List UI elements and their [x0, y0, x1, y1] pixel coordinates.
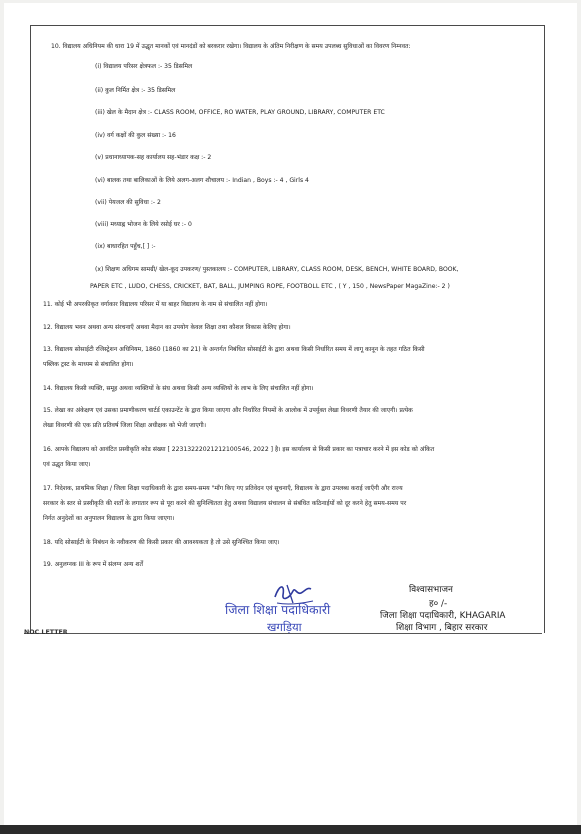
item-10-sub-6: (vi) बालक तथा बालिकाओं के लिये अलग-अलग शौचालय :- Indian , Boys :- 4 , Girls 4 — [95, 177, 309, 184]
item-15-cont: लेखा विवरणी की एक प्रति प्रतिवर्ष जिला शिक्षा अधीक्षक को भेजी जाएगी। — [43, 422, 207, 429]
item-10-sub-2: (ii) कुल निर्मित क्षेत्र :- 35 डिसमिल — [95, 87, 176, 94]
footer-rule — [24, 633, 542, 634]
item-10-sub-1: (i) विद्यालय परिसर क्षेत्रफल :- 35 डिसमिल — [95, 63, 193, 70]
item-16-cont: एवं उद्धृत किया जाए। — [43, 461, 91, 468]
item-10-sub-8: (viii) मध्याह्न भोजन के लिये रसोई घर :- 0 — [95, 221, 192, 228]
item-14: 14. विद्यालय किसी व्यक्ति, समूह अथवा व्यक्तियों के संघ अथवा किसी अन्य व्यक्तियों के लाभ के लिए संचालित नहीं होगा। — [43, 385, 314, 392]
item-16: 16. आपके विद्यालय को आवंटित प्रस्वीकृति कोड संख्या [ 22313222021212100546, 2022 ] है। इस कार्यालय से किसी प्रकार का पत्राचार करने में इस कोड को अंकित — [43, 446, 435, 453]
signoff-line-3: जिला शिक्षा पदाधिकारी, KHAGARIA — [380, 611, 506, 621]
item-10-sub-5: (v) प्रधानाध्यापक-सह कार्यालय सह-भंडार कक्ष :- 2 — [95, 154, 212, 161]
item-12: 12. विद्यालय भवन अथवा अन्य संरचनाएँ अथवा मैदान का उपयोग केवल शिक्षा तथा कौशल विकास केलिए होगा। — [43, 324, 291, 331]
item-13: 13. विद्यालय सोसाईटी रजिस्ट्रेशन अधिनियम, 1860 (1860 का 21) के अन्तर्गत निबंधित सोसाईटी के द्वारा अथवा किसी निर्धारित समय में लागू कानून के तहत गठित किसी — [43, 346, 425, 353]
document-page — [4, 3, 577, 825]
item-11: 11. कोई भी अपरकीकृत वर्गाकार विद्यालय परिसर में या बाहर विद्यालय के नाम से संचालित नहीं होगा। — [43, 301, 268, 308]
signoff-line-2: ह० /- — [429, 599, 448, 609]
item-10-sub-10-cont: PAPER ETC , LUDO, CHESS, CRICKET, BAT, BALL, JUMPING ROPE, FOOTBOLL ETC , ( Y , 150 , NewsPaper MagaZine:- 2 ) — [90, 283, 450, 290]
item-17-cont-1: सरकार के स्तर से प्रस्वीकृति की शर्तों के लगातार रूप से पूरा करने की सुनिश्चितता हेतु अथवा विद्यालय संचालन से संबंधित कठिनाईयों को दूर करने हेतु समय-समय पर — [43, 500, 407, 507]
item-10-sub-9: (ix) बाधारहित पहुँच,[ ] :- — [95, 243, 156, 250]
stamp-line-2: खगड़िया — [267, 620, 302, 634]
item-17-cont-2: निर्गत अनुदेशों का अनुपालन विद्यालय के द्वारा किया जाएगा। — [43, 515, 175, 522]
item-10-sub-4: (iv) वर्ग कक्षों की कुल संख्या :- 16 — [95, 132, 176, 139]
item-18: 18. यदि सोसाईटी के निबंधन के नवीकरण की किसी प्रकार की आवश्यकता है तो उसे सुनिश्चित किया जाए। — [43, 539, 280, 546]
stamp-line-1: जिला शिक्षा पदाधिकारी — [225, 602, 331, 617]
bottom-edge — [0, 825, 581, 834]
item-10-sub-10: (x) शिक्षण अधिगम सामग्री/ खेल-कूद उपकरण/ पुस्तकालय :- COMPUTER, LIBRARY, CLASS ROOM, DESK, BENCH, WHITE BOARD, BOOK, — [95, 266, 459, 273]
noc-letter-label: NOC LETTER — [24, 629, 68, 636]
item-10-sub-7: (vii) पेयजल की सुविधा :- 2 — [95, 199, 161, 206]
item-17: 17. निदेशक, प्राथमिक शिक्षा / जिला शिक्षा पदाधिकारी के द्वारा समय-समय "माँग किए गए प्रतिवेदन एवं सूचनाएँ, विद्यालय के द्वारा उपलब्ध कराई जाएँगी और राज्य — [43, 485, 403, 492]
item-13-cont: पब्लिक ट्रस्ट के माध्यम से संचालित होगा। — [43, 361, 134, 368]
signoff-line-4: शिक्षा विभाग , बिहार सरकार — [396, 623, 488, 633]
item-10-sub-3: (iii) खेल के मैदान क्षेत्र :- CLASS ROOM, OFFICE, RO WATER, PLAY GROUND, LIBRARY, COMPUTER ETC — [95, 109, 385, 116]
item-15: 15. लेखा का अंकेक्षण एवं उसका प्रमाणीकरण चार्टर्ड एकाउन्टेंट के द्वारा किया जाएगा और निर्धारित नियमों के आलोक में उपर्युक्त लेखा विवरणी तैयार की जाएगी। प्रत्येक — [43, 407, 413, 414]
item-10: 10. विद्यालय अधिनियम की धारा 19 में उद्धृत मानकों एवं मानदंडों को बरकरार रखेगा। विद्यालय के अंतिम निरीक्षण के समय उपलब्ध सुविधाओं का विवरण निम्नवत: — [51, 43, 411, 50]
item-19: 19. अनुलग्नक III के रूप में संलग्न अन्य शर्तें — [43, 561, 143, 568]
signoff-line-1: विश्वासभाजन — [409, 585, 453, 595]
